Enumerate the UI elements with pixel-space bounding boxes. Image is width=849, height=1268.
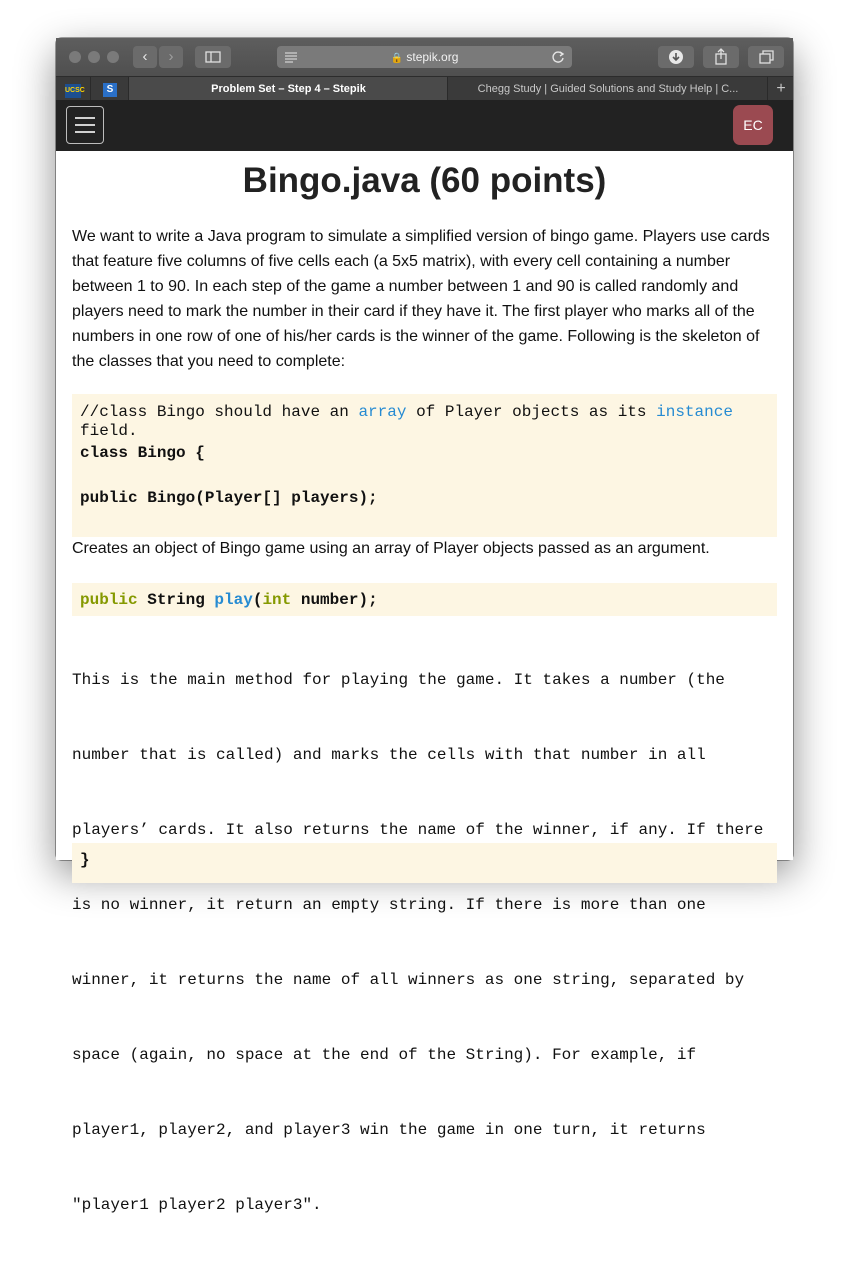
desc-line: players’ cards. It also returns the name of the winner, if any. If there [72,821,764,839]
desc-line: This is the main method for playing the game. It takes a number (the [72,671,725,689]
intro-paragraph [72,224,777,374]
share-button[interactable] [703,46,739,68]
address-bar[interactable] [277,46,572,68]
back-button[interactable] [133,46,157,68]
minimize-window-button[interactable] [88,51,100,63]
sidebar-icon [195,46,231,68]
close-window-button[interactable] [69,51,81,63]
address-text: stepik.org [406,50,459,64]
chevron-right-icon: › [168,48,174,65]
desc-line: space (again, no space at the end of the String). For example, if [72,1046,697,1064]
page-title: Bingo.java (60 points) [242,161,607,200]
lesson-content [56,151,793,1214]
intro-line: that feature five columns of five cells each (a 5x5 matrix), with every cell containing a number [72,253,731,270]
code-text: number); [291,591,378,609]
hamburger-icon-line [75,131,95,133]
intro-line: We want to write a Java program to simulate a simplified version of bingo game. Players use cards [72,228,770,245]
code-keyword: public [80,591,138,609]
desc-line: player1, player2, and player3 win the game in one turn, it returns [72,1121,706,1139]
pinned-tab-stepik[interactable] [90,77,129,101]
ucsc-logo-icon: UCSC [65,84,81,98]
play-method-description [72,618,763,1268]
code-block-bingo-class [72,394,777,537]
hamburger-icon [75,117,95,119]
code-closing-brace: } [80,851,90,869]
constructor-description: Creates an object of Bingo game using an array of Player objects passed as an argument. [72,540,710,557]
new-tab-button[interactable]: + [767,77,794,101]
desc-line: "player1 player2 player3". [72,1196,322,1214]
zoom-window-button[interactable] [107,51,119,63]
desc-line: is no winner, it return an empty string. If there is more than one [72,896,706,914]
code-keyword: play [214,591,253,609]
intro-line: numbers in one row of one of his/her cards is the winner of the game. Following is the skeleton of [72,328,760,345]
reader-icon[interactable] [284,51,298,63]
tab-overview-button[interactable] [748,46,784,68]
code-text: ( [252,591,263,609]
menu-button[interactable] [66,106,104,144]
code-keyword: array [358,403,407,421]
code-text: of Player objects as its [406,403,657,421]
stepik-logo-icon: S [103,83,117,97]
code-text: //class Bingo should have an [80,403,359,421]
lock-icon: 🔒 [390,53,404,64]
sidebar-toggle-button[interactable] [195,46,231,68]
code-block-closing [72,843,777,883]
pinned-tab-ucsc[interactable] [56,77,90,101]
browser-window [56,38,793,1214]
forward-button[interactable] [159,46,183,68]
code-keyword: int [262,591,292,609]
share-icon [703,46,739,68]
desc-line: winner, it returns the name of all winners as one string, separated by [72,971,745,989]
downloads-button[interactable] [658,46,694,68]
code-class-decl: class Bingo { [80,444,205,462]
code-constructor: public Bingo(Player[] players); [80,489,378,507]
desc-line: number that is called) and marks the cells with that number in all [72,746,706,764]
code-keyword: instance [656,403,733,421]
tab-chegg[interactable]: Chegg Study | Guided Solutions and Study Help | C... [447,77,768,101]
tab-problem-set[interactable]: Problem Set – Step 4 – Stepik [128,77,448,101]
tab-bar [56,76,793,101]
title-bar [56,38,793,76]
user-avatar[interactable]: EC [733,105,773,145]
app-header [56,100,793,151]
tabs-icon [748,46,784,68]
code-play-signature [80,591,378,609]
code-text: String [137,591,215,609]
download-icon [658,46,694,68]
code-block-play-method [72,583,777,616]
chevron-left-icon: ‹ [142,48,148,65]
code-comment-end: field. [80,422,138,440]
reload-icon[interactable] [551,50,565,64]
code-comment [80,403,733,421]
intro-line: between 1 to 90. In each step of the game a number between 1 and 90 is called randomly and [72,278,739,295]
intro-line: players need to mark the number in their card if they have it. The first player who marks all of the [72,303,755,320]
intro-line: the classes that you need to complete: [72,353,346,370]
hamburger-icon-line [75,124,95,126]
